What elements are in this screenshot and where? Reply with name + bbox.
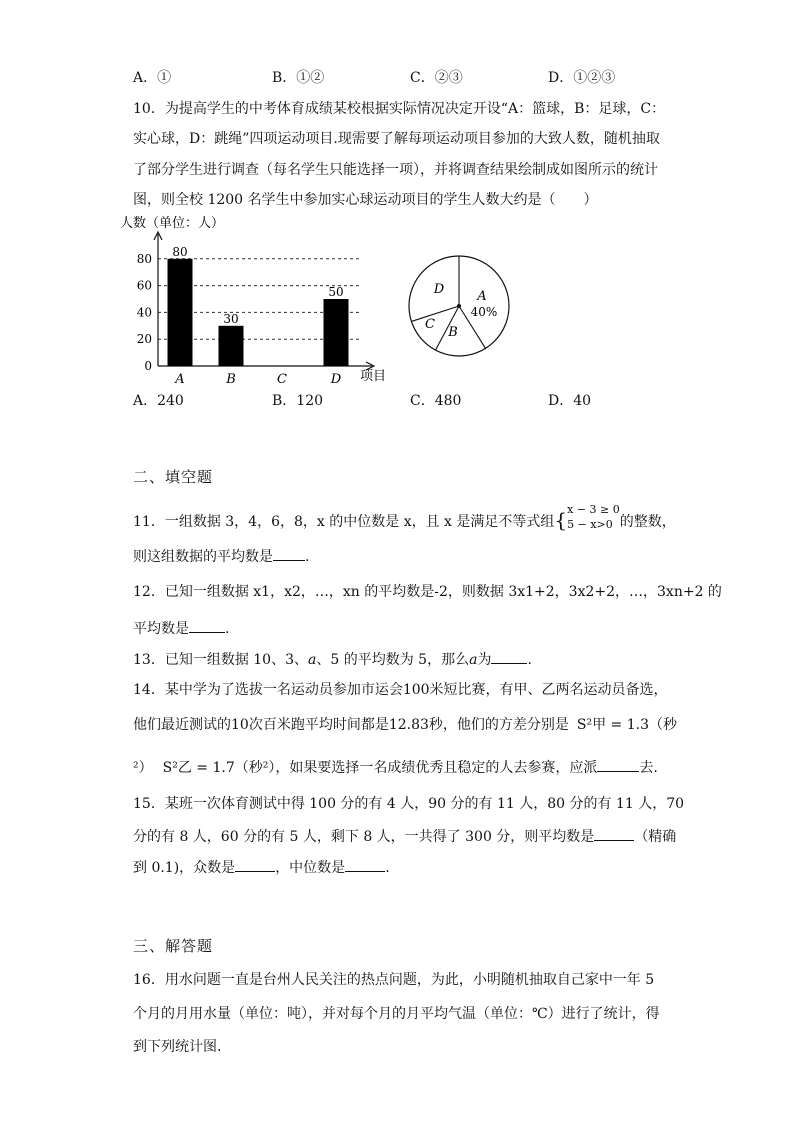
q16-line3: 到下列统计图.: [133, 1039, 222, 1055]
q14-line2-text: 他们最近测试的10次百米跑平均时间都是12.83秒，他们的方差分别是: [133, 717, 569, 733]
pie-chart-body: [409, 256, 509, 356]
q12-answer-blank[interactable]: [189, 618, 225, 633]
q9-option-a: A．①: [133, 70, 172, 86]
category-C: C: [277, 372, 287, 387]
q11-line2: 则这组数据的平均数是 .: [133, 546, 309, 567]
q13-var2: a: [469, 652, 478, 668]
q14-line2: [133, 715, 677, 735]
pie-label-D: D: [433, 282, 445, 297]
category-D: D: [330, 372, 342, 387]
y-tick-0: 0: [144, 359, 152, 373]
pie-chart: [402, 228, 518, 360]
q13-var: a: [308, 652, 317, 668]
q15-mean-blank[interactable]: [594, 826, 634, 841]
q11-pre: 11．一组数据 3，4，6，8，x 的中位数是 x，且 x 是满足不等式组: [133, 514, 555, 530]
q12-line1: 12．已知一组数据 x1，x2，…，xn 的平均数是-2，则数据 3x1+2，3x2+2，…，3xn+2 的: [133, 584, 722, 600]
q10-line3: 了部分学生进行调查（每名学生只能选择一项），并将调查结果绘制成如图所示的统计: [133, 162, 658, 178]
data-label-B: 30: [223, 311, 239, 326]
q15-line2-suffix: （精确: [634, 829, 677, 845]
q15-mode-blank[interactable]: [235, 857, 275, 872]
category-B: B: [226, 372, 236, 387]
q16-line2: 个月的月用水量（单位：吨），并对每个月的月平均气温（单位：℃）进行了统计，得: [133, 1006, 660, 1022]
q11-line2-text: 则这组数据的平均数是: [133, 549, 273, 565]
pie-annotation-a-percent: 40%: [470, 305, 498, 319]
pie-center-dot: [457, 304, 461, 308]
q15-median-blank[interactable]: [345, 857, 385, 872]
bar-chart-xlabel: 项目: [360, 369, 387, 384]
q9-option-b: B．①②: [272, 70, 325, 86]
q12-line2-text: 平均数是: [133, 621, 189, 637]
q14-variance-jia: S²甲 = 1.3（秒: [576, 717, 678, 733]
q14-line3: [133, 757, 658, 778]
bar-chart: [120, 212, 400, 390]
bar-A: [168, 259, 193, 366]
q15-line3-c: .: [385, 860, 390, 876]
q11-brace: {: [554, 508, 568, 532]
q10-option-c: C．480: [410, 393, 462, 409]
q11-ineq1: x − 3 ≥ 0: [567, 503, 620, 516]
q13-mid: 、5 的平均数为 5，那么: [316, 652, 470, 668]
y-tick-60: 60: [136, 278, 152, 293]
q10-line2: 实心球，D：跳绳”四项运动项目.现需要了解每项运动项目参加的大致人数，随机抽取: [133, 131, 660, 147]
q15-line3-a: 到 0.1)，众数是: [133, 860, 236, 876]
q12-line2: 平均数是 .: [133, 618, 229, 639]
q14-answer-blank[interactable]: [597, 757, 639, 772]
bar-B: [219, 326, 244, 366]
bar-chart-yticks: [137, 252, 152, 373]
bar-chart-data-labels: [172, 245, 343, 326]
q15-line2: [133, 826, 676, 847]
bar-chart-ylabel: 人数（单位：人）: [120, 216, 225, 231]
q11-answer-blank[interactable]: [273, 546, 305, 561]
section-fill-in-title: 二、填空题: [133, 468, 214, 486]
y-tick-20: 20: [136, 332, 152, 347]
q10-option-b: B．120: [272, 393, 324, 409]
q13-pre: 13．已知一组数据 10、3、: [133, 652, 308, 668]
q10-option-a: A．240: [133, 393, 184, 409]
q13-post: 为: [477, 652, 492, 668]
section-solve-title: 三、解答题: [133, 937, 214, 955]
q14-line3-prefix: ²）: [133, 760, 153, 776]
pie-label-A: A: [477, 289, 487, 304]
pie-label-C: C: [425, 317, 435, 332]
pie-label-B: B: [448, 325, 458, 340]
category-A: A: [175, 372, 185, 387]
data-label-A: 80: [172, 244, 188, 259]
q11-inequality-system: [567, 502, 620, 532]
q10-option-d: D．40: [548, 393, 592, 409]
q15-line3-b: ，中位数是: [275, 860, 346, 876]
q9-option-d: D．①②③: [548, 70, 616, 86]
q14-line3-suffix: 去.: [639, 760, 658, 776]
bar-chart-categories: [174, 372, 341, 387]
data-label-D: 50: [328, 285, 344, 299]
q9-option-c: C．②③: [410, 70, 463, 86]
y-tick-80: 80: [136, 251, 152, 266]
q14-variance-yi: S²乙 = 1.7（秒²），如果要选择一名成绩优秀且稳定的人去参赛，应派: [162, 760, 598, 776]
q15-line2-text: 分的有 8 人，60 分的有 5 人，剩下 8 人，一共得了 300 分，则平均数是: [133, 829, 595, 845]
bar-D: [324, 299, 349, 366]
y-tick-40: 40: [136, 305, 152, 320]
q15-line1: 15．某班一次体育测试中得 100 分的有 4 人，90 分的有 11 人，80 分的有 11 人，70: [133, 796, 685, 812]
q13-answer-blank[interactable]: [491, 649, 527, 664]
q11-line1: [133, 503, 676, 532]
q10-line4: 图，则全校 1200 名学生中参加实心球运动项目的学生人数大约是（ ）: [133, 192, 598, 208]
q13-line: 13．已知一组数据 10、3、a、5 的平均数为 5，那么a为 .: [133, 649, 532, 670]
q11-ineq2: 5 − x>0: [567, 518, 613, 531]
q16-line1: 16．用水问题一直是台州人民关注的热点问题，为此，小明随机抽取自己家中一年 5: [133, 972, 655, 988]
q10-line1: 10．为提高学生的中考体育成绩某校根据实际情况决定开设“A：篮球，B：足球，C：: [133, 101, 666, 117]
q11-post: 的整数，: [619, 514, 676, 530]
q15-line3: [133, 857, 390, 878]
q14-line1: 14．某中学为了选拔一名运动员参加市运会100米短比赛，有甲、乙两名运动员备选，: [133, 682, 668, 698]
